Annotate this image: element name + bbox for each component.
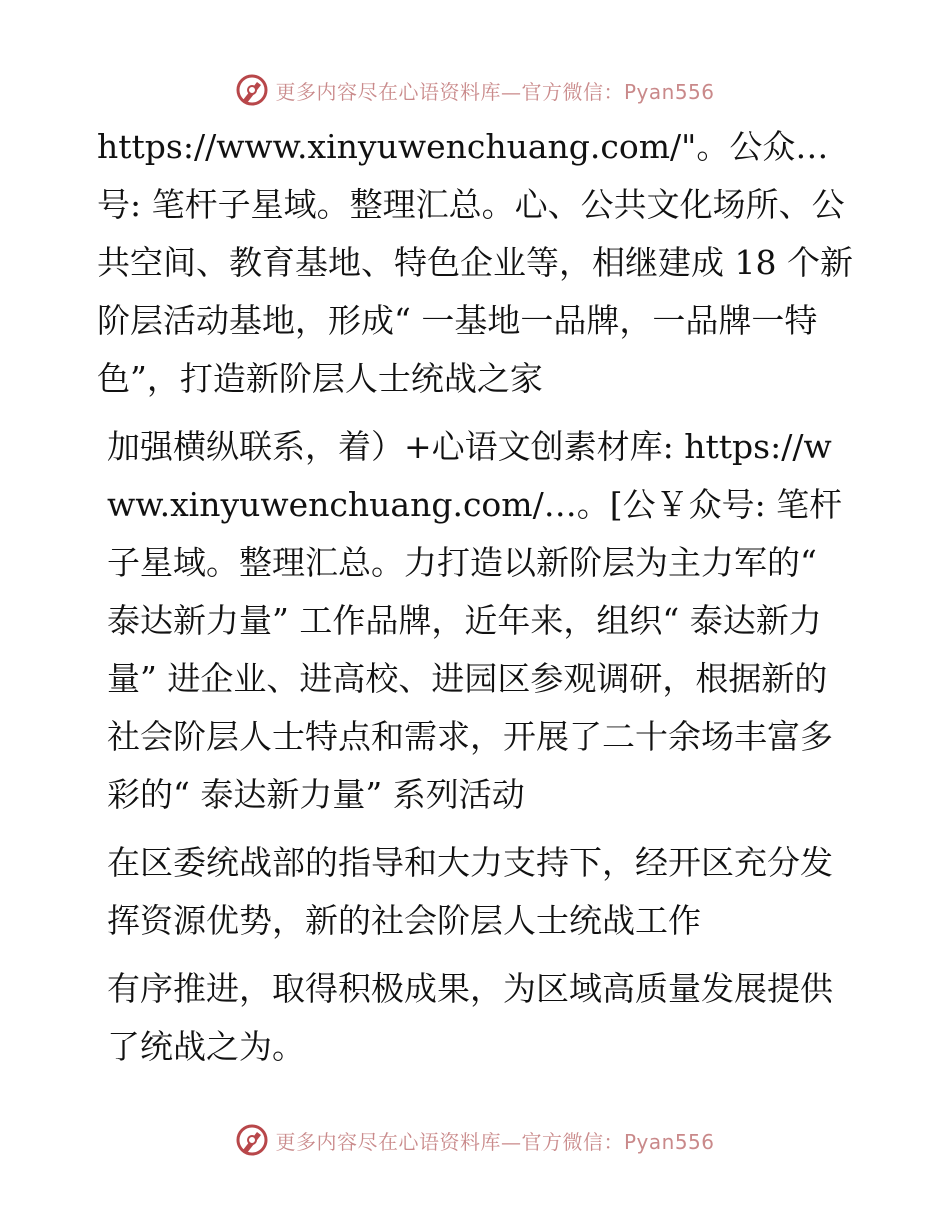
paragraph-1: https://www.xinyuwenchuang.com/"。公众…号: 笔杆子星域。整理汇总。心、公共文化场所、公共空间、教育基地、特色企业等，相继建成 18 个新阶层活动基地，形成“ 一基地一品牌，一品牌一特色”，打造新阶层人士统战之家 — [97, 127, 853, 398]
banner-label: 更多内容尽在心语资料库—官方微信： — [275, 79, 624, 104]
banner-handle: Pyan556 — [623, 79, 715, 104]
pen-logo-icon — [235, 73, 269, 107]
header-banner — [0, 70, 950, 110]
banner-label: 更多内容尽在心语资料库—官方微信： — [275, 1129, 624, 1154]
banner-text — [275, 76, 714, 105]
banner-handle: Pyan556 — [623, 1129, 715, 1154]
paragraph-4: 有序推进，取得积极成果，为区域高质量发展提供了统战之为。 — [107, 969, 833, 1066]
paragraph-3: 在区委统战部的指导和大力支持下，经开区充分发挥资源优势，新的社会阶层人士统战工作 — [107, 843, 833, 940]
footer-banner — [0, 1120, 950, 1160]
document-body — [97, 118, 857, 1086]
pen-logo-icon — [235, 1123, 269, 1157]
banner-text — [275, 1126, 714, 1155]
paragraph-2: 加强横纵联系，着）+心语文创素材库: https://www.xinyuwenchuang.com/…。[公￥众号: 笔杆子星域。整理汇总。力打造以新阶层为主力军的“ 泰达新力量” 工作品牌，近年来，组织“ 泰达新力量” 进企业、进高校、进园区参观调研，根据新的社会阶层人士特点和需求，开展了二十余场丰富多彩的“ 泰达新力量” 系列活动 — [107, 427, 843, 814]
